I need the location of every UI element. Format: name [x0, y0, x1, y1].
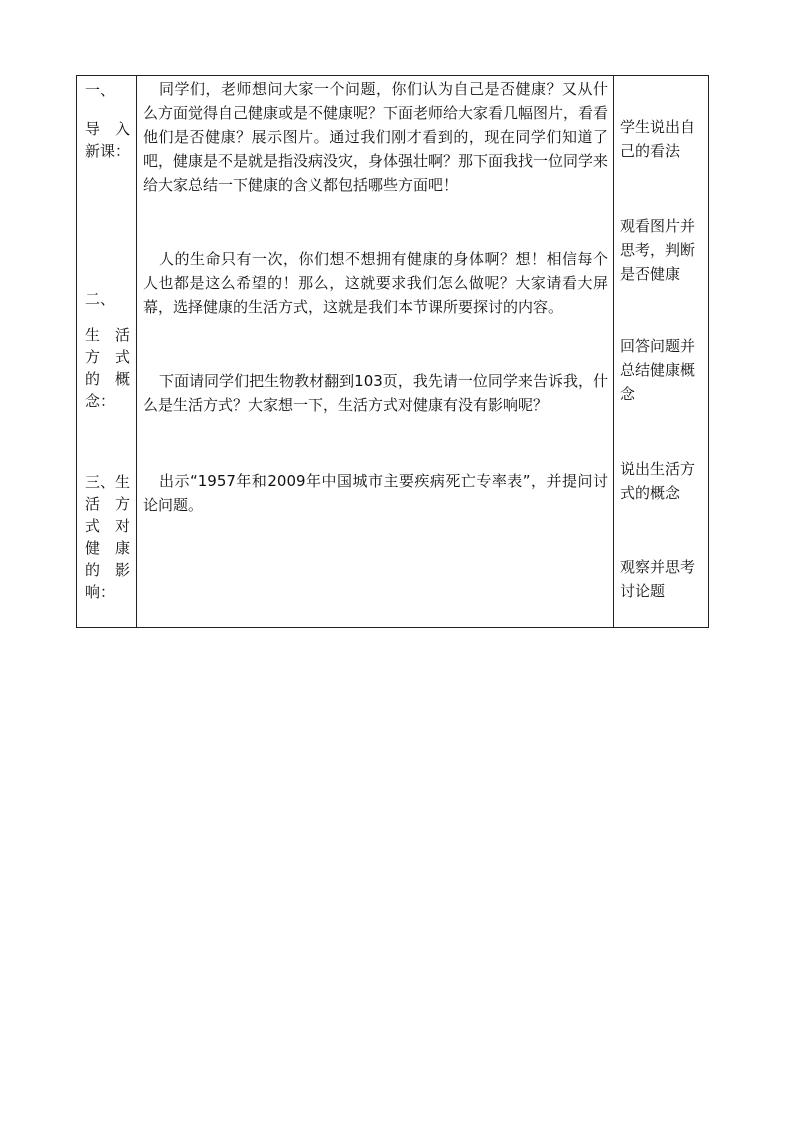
- stage-label-line: 二、: [85, 290, 116, 308]
- teacher-script-paragraph: 人的生命只有一次，你们想不想拥有健康的身体啊？想！相信每个人也都是这么希望的！那么，这就要求我们怎么做呢？大家请看大屏幕，选择健康的生活方式，这就是我们本节课所要探讨的内容。: [143, 250, 608, 316]
- stage-label-line: 响：: [85, 583, 116, 601]
- student-activity: 学生说出自己的看法: [620, 118, 696, 160]
- stage-label-lifestyle-concept: [85, 288, 129, 412]
- stage-label-lifestyle-health: [85, 471, 129, 603]
- student-activity: 回答问题并总结健康概念: [620, 337, 696, 403]
- stage-label-line: 生 活: [85, 326, 131, 344]
- student-activity: 观看图片并思考，判断是否健康: [620, 217, 696, 283]
- column-divider: [136, 76, 137, 627]
- teacher-script-paragraph: 下面请同学们把生物教材翻到103页，我先请一位同学来告诉我，什么是生活方式？大家想一下，生活方式对健康有没有影响呢？: [143, 372, 608, 414]
- stage-label-line: 一、: [85, 81, 116, 99]
- stage-label-line: 的 概: [85, 370, 131, 388]
- stage-label-line: 的 影: [85, 561, 131, 579]
- student-activity: 说出生活方式的概念: [620, 460, 696, 502]
- stage-label-line: 活 方: [85, 495, 131, 513]
- student-activity: 观察并思考讨论题: [620, 558, 696, 600]
- stage-label-line: 念：: [85, 392, 116, 410]
- stage-label-line: 式 对: [85, 517, 131, 535]
- stage-label-line: 新课：: [85, 142, 131, 160]
- stage-label-line: 健 康: [85, 539, 131, 557]
- stage-label-line: 三、生: [85, 473, 131, 491]
- stage-label-line: 方 式: [85, 348, 131, 366]
- stage-label-line: 导 入: [85, 120, 131, 138]
- teacher-script-paragraph: 同学们，老师想问大家一个问题，你们认为自己是否健康？又从什么方面觉得自己健康或是不健康呢？下面老师给大家看几幅图片，看看他们是否健康？展示图片。通过我们刚才看到的，现在同学们知道了吧，健康是不是就是指没病没灾，身体强壮啊？那下面我找一位同学来给大家总结一下健康的含义都包括哪些方面吧！: [143, 80, 609, 194]
- column-divider: [613, 76, 614, 627]
- teacher-script-paragraph: 出示“1957年和2009年中国城市主要疾病死亡专率表”，并提问讨论问题。: [143, 472, 608, 514]
- lesson-plan-table: [76, 75, 709, 628]
- stage-label-intro: [85, 79, 129, 162]
